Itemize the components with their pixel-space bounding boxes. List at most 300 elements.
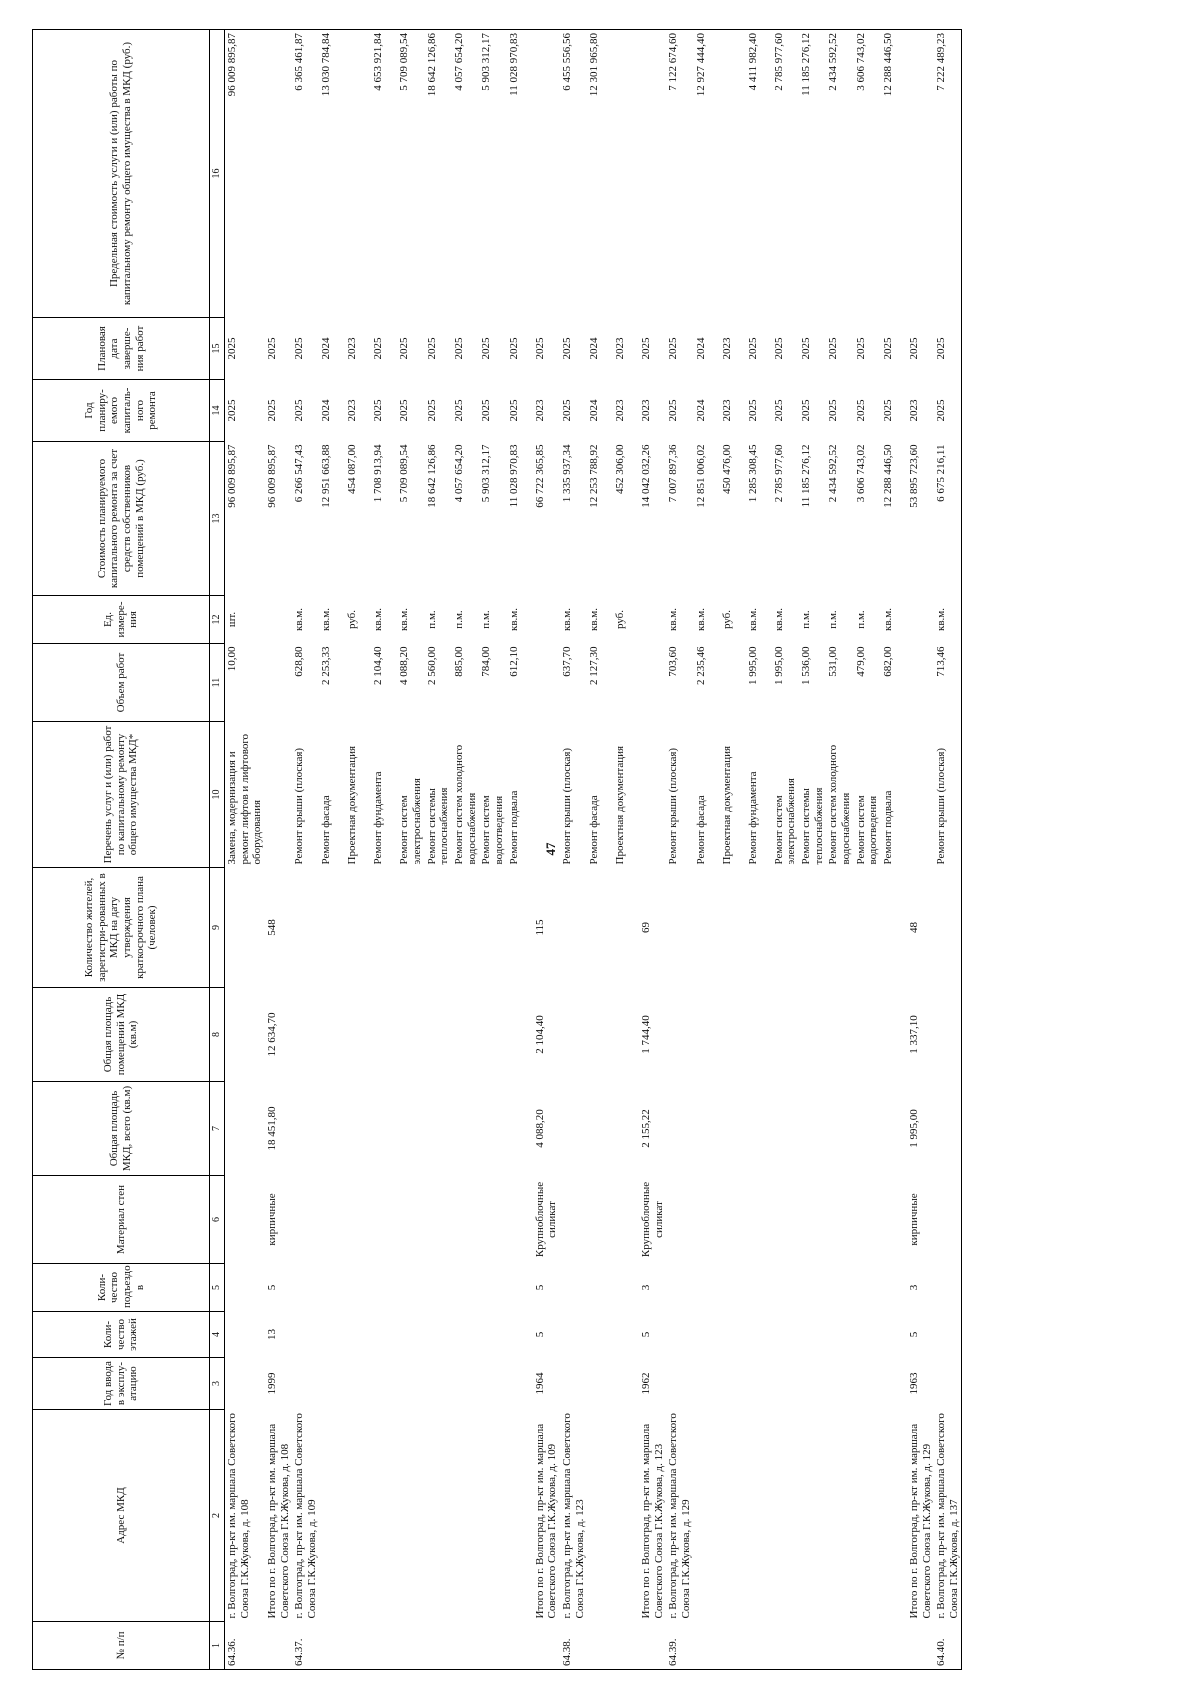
column-header: Год планиру-емого капиталь-ного ремонта [33,380,210,442]
table-cell: 5 [265,1284,278,1291]
table-cell [587,1082,613,1176]
table-cell [533,596,560,644]
table-cell [345,868,371,988]
table-row [799,30,826,1670]
table-cell [225,868,265,988]
table-cell [345,988,371,1082]
table-cell: 2025 [667,399,680,422]
table-cell [225,1082,265,1176]
table-cell [345,1264,371,1312]
table-row [371,30,397,1670]
table-cell [533,30,560,318]
table-cell: 5 [533,1284,546,1291]
table-cell [560,1312,587,1358]
column-header: Плановая дата заверше-ния работ [33,318,210,380]
table-cell [720,1264,746,1312]
table-cell [425,868,452,988]
table-cell: 2025 [854,337,867,360]
table-cell: Ремонт систем электроснабжения [398,778,424,865]
column-header: Предельная стоимость услуги и (или) работы по капитальному ремонту общего имущества в МКД (руб.) [33,30,210,318]
table-cell [345,1358,371,1410]
table-cell: 6 675 216,11 [934,442,962,596]
table-cell: 5 709 089,54 [398,444,411,503]
table-cell: 1 744,40 [640,1015,653,1054]
header-row [33,30,210,1670]
table-cell [613,1176,639,1264]
table-cell [934,988,962,1082]
table-cell: п.м. [480,610,493,629]
table-cell [507,1358,533,1410]
table-cell: Ремонт систем электроснабжения [772,778,798,865]
table-cell [934,1176,962,1264]
table-cell: 2024 [694,399,707,422]
table-cell [265,30,292,318]
table-cell [746,1358,772,1410]
table-cell: 5 903 312,17 [480,444,493,503]
column-number: 1 [210,1622,225,1670]
table-cell: 1999 [265,1372,278,1395]
table-cell [425,1176,452,1264]
table-cell: 2 785 977,60 [772,30,799,318]
table-cell [587,1264,613,1312]
table-cell: Итого по г. Волгоград, пр-кт им. маршала Советского Союза Г.К.Жукова, д. 109 [533,1423,559,1619]
table-cell [371,1622,397,1670]
table-cell [772,1622,799,1670]
table-cell: 64.40. [934,1622,962,1670]
table-cell: Крупноблочные силикат [640,1181,665,1258]
column-header: Общая площадь помещений МКД (кв.м) [33,988,210,1082]
table-cell: 10,00 [226,646,238,672]
table-cell: 2025 [934,318,962,380]
table-cell [772,1176,799,1264]
table-cell [772,868,799,988]
table-cell [319,1082,345,1176]
table-cell [881,1358,907,1410]
table-row [425,30,452,1670]
table-cell [720,868,746,988]
table-cell: 14 042 032,26 [640,444,653,508]
column-header: Адрес МКД [33,1410,210,1622]
table-cell: кирпичные [265,1193,278,1246]
table-cell: 2025 [746,337,759,360]
table-cell: 3 606 743,02 [854,444,867,503]
table-cell: 3 [907,1284,920,1291]
table-cell: 2023 [346,337,359,360]
table-cell [425,1312,452,1358]
table-cell [720,1312,746,1358]
table-cell: 4 088,20 [398,646,411,685]
table-cell: 1963 [907,1372,920,1395]
table-cell [826,988,853,1082]
table-cell [292,1358,319,1410]
table-cell: 452 306,00 [614,444,627,494]
table-cell [371,988,397,1082]
table-cell: 5 [907,1331,920,1338]
table-cell: г. Волгоград, пр-кт им. маршала Советского Союза Г.К.Жукова, д. 129 [667,1413,693,1619]
table-row [265,30,292,1670]
table-cell [265,644,292,722]
table-cell: 2 235,46 [694,646,707,685]
table-cell: 2025 [507,337,520,360]
table-cell [425,1410,452,1622]
table-cell: 1 995,00 [746,646,759,685]
table-cell [319,1176,345,1264]
table-cell [425,1082,452,1176]
table-cell: Ремонт системы теплоснабжения [800,787,825,865]
table-cell: г. Волгоград, пр-кт им. маршала Советского Союза Г.К.Жукова, д. 108 [226,1413,251,1619]
table-cell: 2025 [398,399,411,422]
table-cell [613,644,639,722]
table-cell [666,1176,693,1264]
table-cell [479,1358,506,1410]
table-cell [746,1264,772,1312]
table-cell: п.м. [827,610,840,629]
table-cell [826,1082,853,1176]
table-cell [720,1176,746,1264]
table-cell: 450 476,00 [720,444,733,494]
table-cell [507,1176,533,1264]
table-cell: 5 709 089,54 [397,30,424,318]
table-cell [694,1312,720,1358]
table-cell: 2025 [226,337,238,360]
column-header: Количество жителей, зарегистри-рованных в МКД на дату утверждения краткосрочного плана (человек) [33,868,210,988]
table-cell: 2025 [881,399,894,422]
capital-repair-table [32,29,962,1670]
table-cell [587,988,613,1082]
column-number-row [210,30,225,1670]
table-cell: 4 653 921,84 [371,30,397,318]
table-cell: руб. [614,609,627,630]
table-cell [746,868,772,988]
table-cell: 1 285 308,45 [746,444,759,503]
table-cell: 2 785 977,60 [772,444,785,503]
table-cell: 713,46 [934,644,962,722]
table-cell [560,868,587,988]
table-cell: Ремонт подвала [507,790,520,865]
table-cell: 53 895 723,60 [907,444,920,508]
table-cell: 96 009 895,87 [265,444,278,508]
table-cell: 96 009 895,87 [225,30,265,318]
table-cell [560,1264,587,1312]
table-cell: кв.м. [372,608,385,631]
table-cell: 2023 [640,399,653,422]
table-cell [772,1410,799,1622]
table-cell [397,1264,424,1312]
table-cell: 2025 [907,337,920,360]
table-cell: 2025 [293,399,306,422]
table-cell: 2023 [614,337,627,360]
table-cell [225,1312,265,1358]
table-cell [666,1264,693,1312]
table-cell: Ремонт фасада [694,795,707,865]
table-cell: г. Волгоград, пр-кт им. маршала Советского Союза Г.К.Жукова, д. 109 [293,1413,318,1619]
table-cell [666,1358,693,1410]
table-cell: 2025 [453,337,466,360]
table-cell [265,596,292,644]
column-header: Перечень услуг и (или) работ по капитальному ремонту общего имущества МКД* [33,722,210,868]
table-cell [881,1622,907,1670]
column-header: Коли-чество подъездо в [33,1264,210,1312]
table-cell [292,1176,319,1264]
table-cell [881,988,907,1082]
table-cell [907,1622,934,1670]
table-cell: 5 903 312,17 [479,30,506,318]
table-cell [826,1410,853,1622]
table-cell: 703,60 [667,646,680,677]
table-cell [397,988,424,1082]
table-cell: 115 [533,919,546,936]
table-cell [720,988,746,1082]
column-number: 4 [210,1312,225,1358]
table-cell: 2025 [667,337,680,360]
table-header [33,30,225,1670]
column-header: Объем работ [33,644,210,722]
table-cell [934,1312,962,1358]
table-cell: 2025 [854,399,867,422]
column-number: 7 [210,1082,225,1176]
table-cell [613,988,639,1082]
table-cell: 3 [640,1284,653,1291]
table-cell: 1 995,00 [907,1109,920,1148]
table-cell: 2025 [560,399,573,422]
table-cell: 531,00 [827,646,840,677]
table-cell: кв.м. [934,596,962,644]
table-cell [694,868,720,988]
table-row [479,30,506,1670]
table-cell [639,596,666,644]
table-cell [560,1176,587,1264]
table-cell [371,1312,397,1358]
table-cell: Крупноблочные силикат [533,1181,559,1258]
table-cell: Ремонт фундамента [372,771,385,865]
table-cell [425,1358,452,1410]
table-cell [639,1622,666,1670]
column-number: 6 [210,1176,225,1264]
table-cell [826,1264,853,1312]
table-cell: кв.м. [320,608,333,631]
table-cell: 1 337,10 [907,1015,920,1054]
table-cell [319,1312,345,1358]
table-cell: 2025 [265,399,278,422]
table-row [345,30,371,1670]
table-cell [479,1264,506,1312]
table-cell: 12 301 965,80 [587,30,613,318]
table-cell [479,1622,506,1670]
column-header: Год ввода в эксплу-атацию [33,1358,210,1410]
table-cell [371,1082,397,1176]
table-cell: 5 [640,1331,653,1338]
table-cell [225,1358,265,1410]
table-cell [507,1622,533,1670]
table-cell [479,868,506,988]
column-header: Ед. измере-ния [33,596,210,644]
table-cell [587,1358,613,1410]
table-cell [854,868,881,988]
table-cell: 18 642 126,86 [425,30,452,318]
table-cell: 1 708 913,94 [372,444,385,503]
table-cell [425,1264,452,1312]
table-cell: кв.м. [772,608,785,631]
table-cell [397,1176,424,1264]
table-cell [292,1264,319,1312]
table-cell [397,1312,424,1358]
table-cell [666,988,693,1082]
table-cell [694,1264,720,1312]
table-cell [560,1082,587,1176]
table-cell: Ремонт фундамента [746,771,759,865]
table-cell [694,1410,720,1622]
table-cell [854,1410,881,1622]
table-row [881,30,907,1670]
table-cell: 2025 [746,399,759,422]
table-cell: 4 057 654,20 [452,30,479,318]
table-cell: 2025 [453,399,466,422]
table-cell [425,988,452,1082]
table-cell: кв.м. [746,608,759,631]
table-cell: Ремонт систем водоотведения [480,795,505,865]
table-cell [507,868,533,988]
table-cell [452,1410,479,1622]
table-cell [613,1264,639,1312]
table-cell: 2025 [372,399,385,422]
table-cell [799,1410,826,1622]
table-cell: 4 411 982,40 [746,30,772,318]
table-cell: Ремонт систем водоотведения [854,795,880,865]
table-cell [772,1082,799,1176]
table-cell: 7 222 489,23 [934,30,962,318]
table-cell: 2024 [588,399,601,422]
table-row [907,30,934,1670]
table-cell [881,868,907,988]
table-cell [772,988,799,1082]
table-cell: 682,00 [881,646,894,677]
table-cell: 5 [533,1331,546,1338]
table-cell: 2024 [320,399,333,422]
table-cell: Ремонт крыши (плоская) [667,747,680,865]
table-cell: г. Волгоград, пр-кт им. маршала Советского Союза Г.К.Жукова, д. 137 [934,1410,962,1622]
table-row [319,30,345,1670]
table-cell: Ремонт фасада [320,795,333,865]
table-cell [881,1082,907,1176]
table-cell [265,1622,292,1670]
table-cell [613,1622,639,1670]
column-number: 2 [210,1410,225,1622]
table-cell: 2025 [265,337,278,360]
table-cell: 2025 [533,337,546,360]
column-number: 8 [210,988,225,1082]
table-cell: 2025 [800,337,813,360]
table-cell [746,988,772,1082]
table-cell: Ремонт крыши (плоская) [560,747,573,865]
table-cell: 2 253,33 [320,646,333,685]
table-cell [265,722,292,868]
table-cell: 2025 [425,337,438,360]
table-cell [799,1264,826,1312]
table-cell [854,1264,881,1312]
table-cell [694,1082,720,1176]
table-cell: 2 434 592,52 [826,30,853,318]
table-row [934,30,962,1670]
table-cell [881,1264,907,1312]
column-number: 9 [210,868,225,988]
table-cell [934,1082,962,1176]
table-cell [694,1176,720,1264]
table-cell [799,1176,826,1264]
table-cell: Итого по г. Волгоград, пр-кт им. маршала Советского Союза Г.К.Жукова, д. 123 [640,1423,665,1619]
table-cell: 784,00 [480,646,493,677]
table-cell [720,30,746,318]
table-cell [826,868,853,988]
table-cell [292,1082,319,1176]
table-cell: 96 009 895,87 [226,444,238,508]
table-cell: 1 335 937,34 [560,444,573,503]
table-cell [772,1264,799,1312]
column-header: Коли-чество этажей [33,1312,210,1358]
table-row [772,30,799,1670]
table-cell: 548 [265,919,278,936]
table-cell: Ремонт подвала [881,790,894,865]
table-cell [613,1312,639,1358]
column-number: 13 [210,442,225,596]
table-cell: 12 634,70 [265,1012,278,1057]
table-cell: Итого по г. Волгоград, пр-кт им. маршала Советского Союза Г.К.Жукова, д. 129 [907,1423,933,1619]
table-cell [694,988,720,1082]
table-cell: 2025 [398,337,411,360]
table-cell: Проектная документация [346,745,359,865]
table-row [826,30,853,1670]
table-cell: кв.м. [293,608,306,631]
table-cell [587,868,613,988]
table-cell [746,1410,772,1622]
table-cell: 12 288 446,50 [881,30,907,318]
table-row [560,30,587,1670]
table-cell [319,1410,345,1622]
table-cell [799,1082,826,1176]
table-cell [587,1176,613,1264]
column-number: 11 [210,644,225,722]
table-cell [345,1082,371,1176]
table-cell [854,1176,881,1264]
table-cell: 612,10 [507,646,520,677]
table-cell: Ремонт крыши (плоская) [934,722,962,868]
table-cell [452,1358,479,1410]
table-cell [639,30,666,318]
table-cell: 2 560,00 [425,646,438,685]
table-cell [639,722,666,868]
table-cell [452,868,479,988]
table-cell [345,1312,371,1358]
table-cell [292,1312,319,1358]
table-cell: 64.37. [292,1622,319,1670]
table-cell [720,1082,746,1176]
table-cell: 4 057 654,20 [453,444,466,503]
table-cell [533,1622,560,1670]
page-number: 47 [543,842,558,856]
table-cell [345,644,371,722]
table-cell [854,1358,881,1410]
table-cell [746,1622,772,1670]
table-cell: кв.м. [560,608,573,631]
table-cell: 885,00 [453,646,466,677]
table-cell: 11 028 970,83 [507,30,533,318]
table-cell [720,1358,746,1410]
table-cell: кв.м. [667,608,680,631]
table-row [587,30,613,1670]
table-cell [345,30,371,318]
table-cell: Замена, модернизация и ремонт лифтов и лифтового оборудования [226,733,264,865]
table-cell: 2025 [480,337,493,360]
table-cell: г. Волгоград, пр-кт им. маршала Советского Союза Г.К.Жукова, д. 123 [560,1413,586,1619]
